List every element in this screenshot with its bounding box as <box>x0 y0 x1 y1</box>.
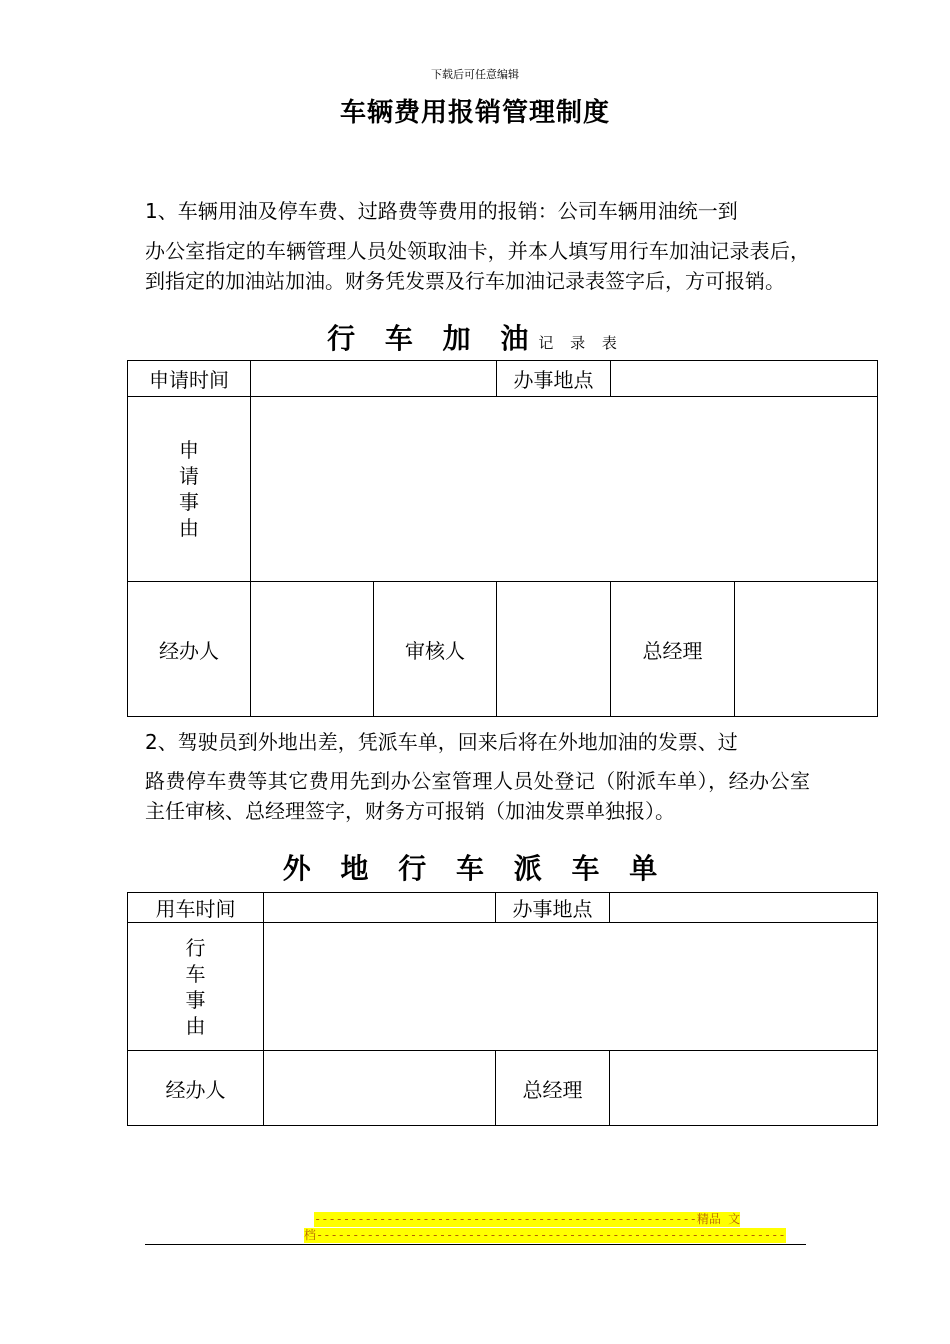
reason-label-cell <box>128 397 251 582</box>
reason-label: 申请事由 <box>179 438 199 540</box>
location-field-2[interactable] <box>610 893 878 923</box>
section1-paragraph: 办公室指定的车辆管理人员处领取油卡，并本人填写用行车加油记录表后，到指定的加油站加油。财务凭发票及行车加油记录表签字后，方可报销。 <box>145 239 810 293</box>
general-manager-label: 总经理 <box>611 582 735 717</box>
section1-first-line: 1、车辆用油及停车费、过路费等费用的报销：公司车辆用油统一到 <box>145 199 738 223</box>
document-title: 车辆费用报销管理制度 <box>339 98 610 128</box>
reason-field[interactable] <box>251 397 878 582</box>
use-time-field[interactable] <box>264 893 496 923</box>
form1-title <box>0 317 950 357</box>
footer-divider <box>145 1244 806 1245</box>
handler-label: 经办人 <box>128 582 251 717</box>
form2-title: 外 地 行 车 派 车 单 <box>282 852 668 885</box>
general-manager-field-2[interactable] <box>610 1051 878 1126</box>
form1-title-sub: 记 录 表 <box>538 334 623 352</box>
trip-reason-label-cell <box>128 923 264 1051</box>
reviewer-field[interactable] <box>497 582 611 717</box>
apply-time-field[interactable] <box>251 361 497 397</box>
trip-reason-label: 行车事由 <box>185 935 206 1038</box>
location-label: 办事地点 <box>497 361 611 397</box>
reviewer-label: 审核人 <box>374 582 497 717</box>
general-manager-label-2: 总经理 <box>496 1051 610 1126</box>
dispatch-table <box>127 892 878 1126</box>
footer-watermark-line1: -----------------------------------------------------精品 文 <box>314 1212 741 1226</box>
general-manager-field[interactable] <box>735 582 878 717</box>
handler-field[interactable] <box>251 582 374 717</box>
footer-watermark-line2: 档----------------------------------------------------------------- <box>304 1228 786 1242</box>
location-field[interactable] <box>611 361 878 397</box>
section2-first-line: 2、驾驶员到外地出差，凭派车单，回来后将在外地加油的发票、过 <box>145 730 738 754</box>
use-time-label: 用车时间 <box>128 893 264 923</box>
handler-label-2: 经办人 <box>128 1051 264 1126</box>
top-note: 下载后可任意编辑 <box>431 68 519 81</box>
section2-paragraph: 路费停车费等其它费用先到办公室管理人员处登记（附派车单），经办公室主任审核、总经理签字，财务方可报销（加油发票单独报）。 <box>145 769 810 823</box>
form1-title-main: 行 车 加 油 <box>327 322 539 355</box>
location-label-2: 办事地点 <box>496 893 610 923</box>
trip-reason-field[interactable] <box>264 923 878 1051</box>
fuel-record-table <box>127 360 878 717</box>
handler-field-2[interactable] <box>264 1051 496 1126</box>
apply-time-label: 申请时间 <box>128 361 251 397</box>
